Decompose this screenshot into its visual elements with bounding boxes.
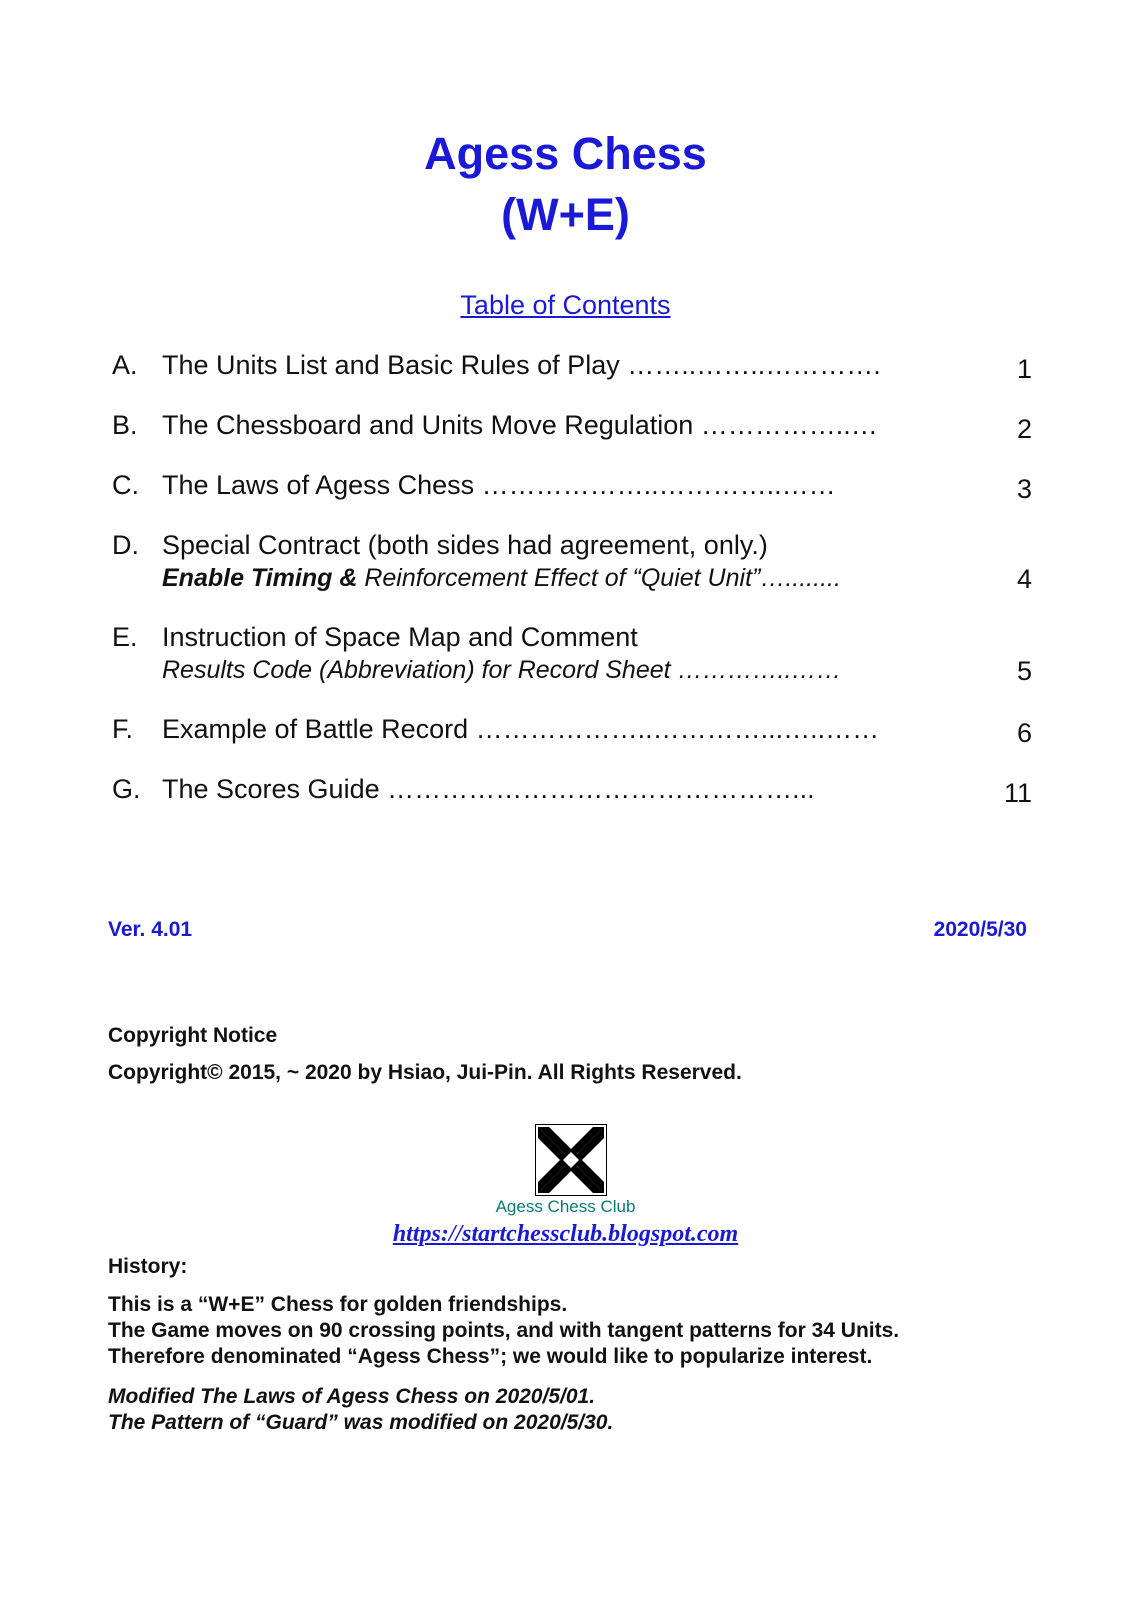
- toc-heading[interactable]: Table of Contents: [460, 290, 671, 320]
- modification-line: The Pattern of “Guard” was modified on 2020/5/30.: [108, 1411, 614, 1434]
- history-heading: History:: [108, 1255, 188, 1278]
- toc-page-number: 2: [1016, 414, 1032, 444]
- history-line: Therefore denominated “Agess Chess”; we would like to popularize interest.: [108, 1345, 873, 1368]
- toc-letter: G.: [112, 774, 141, 804]
- club-url-link[interactable]: https://startchessclub.blogspot.com: [392, 1221, 739, 1247]
- toc-page-number: 11: [1003, 778, 1032, 808]
- toc-subtext: Results Code (Abbreviation) for Record Sheet …………..……: [162, 656, 842, 684]
- document-title: Agess Chess: [424, 128, 707, 179]
- modification-line: Modified The Laws of Agess Chess on 2020/5/01.: [108, 1385, 596, 1408]
- toc-text: The Units List and Basic Rules of Play ……..……..………….: [162, 350, 881, 380]
- club-name: Agess Chess Club: [495, 1197, 636, 1216]
- version-label: Ver. 4.01: [108, 918, 193, 941]
- toc-page-number: 5: [1016, 656, 1032, 686]
- date-label: 2020/5/30: [933, 918, 1027, 941]
- modification-notes: [108, 1384, 613, 1436]
- history-text: [108, 1292, 899, 1370]
- toc-page-number: 4: [1016, 564, 1032, 594]
- toc-text: Instruction of Space Map and Comment: [162, 622, 638, 652]
- toc-letter: A.: [112, 350, 138, 380]
- toc-letter: B.: [112, 410, 138, 440]
- toc-text: The Chessboard and Units Move Regulation ……………..…: [162, 410, 878, 440]
- history-line: This is a “W+E” Chess for golden friendships.: [108, 1293, 568, 1316]
- toc-page-number: 1: [1016, 354, 1032, 384]
- toc-text: Special Contract (both sides had agreement, only.): [162, 530, 768, 560]
- toc-text: The Scores Guide ………………………………………...: [162, 774, 815, 804]
- copyright-heading: Copyright Notice: [108, 1024, 278, 1047]
- toc-page-number: 6: [1016, 718, 1032, 748]
- toc-text: The Laws of Agess Chess ………………..…………..……: [162, 470, 836, 500]
- toc-text: Example of Battle Record ………………..…………...…..……: [162, 714, 880, 744]
- toc-letter: F.: [112, 714, 134, 744]
- toc-subtext-rest: Reinforcement Effect of “Quiet Unit”…........: [357, 564, 841, 592]
- history-line: The Game moves on 90 crossing points, and with tangent patterns for 34 Units.: [108, 1319, 900, 1342]
- toc-page-number: 3: [1016, 474, 1032, 504]
- toc-letter: C.: [112, 470, 139, 500]
- toc-subtext: [162, 566, 841, 591]
- toc-letter: D.: [112, 530, 139, 560]
- toc-subtext-bold: Enable Timing &: [162, 564, 358, 592]
- toc-letter: E.: [112, 622, 138, 652]
- agess-chess-club-logo-icon: [535, 1124, 607, 1196]
- copyright-text: Copyright© 2015, ~ 2020 by Hsiao, Jui-Pin. All Rights Reserved.: [108, 1061, 742, 1084]
- document-subtitle: (W+E): [501, 189, 630, 240]
